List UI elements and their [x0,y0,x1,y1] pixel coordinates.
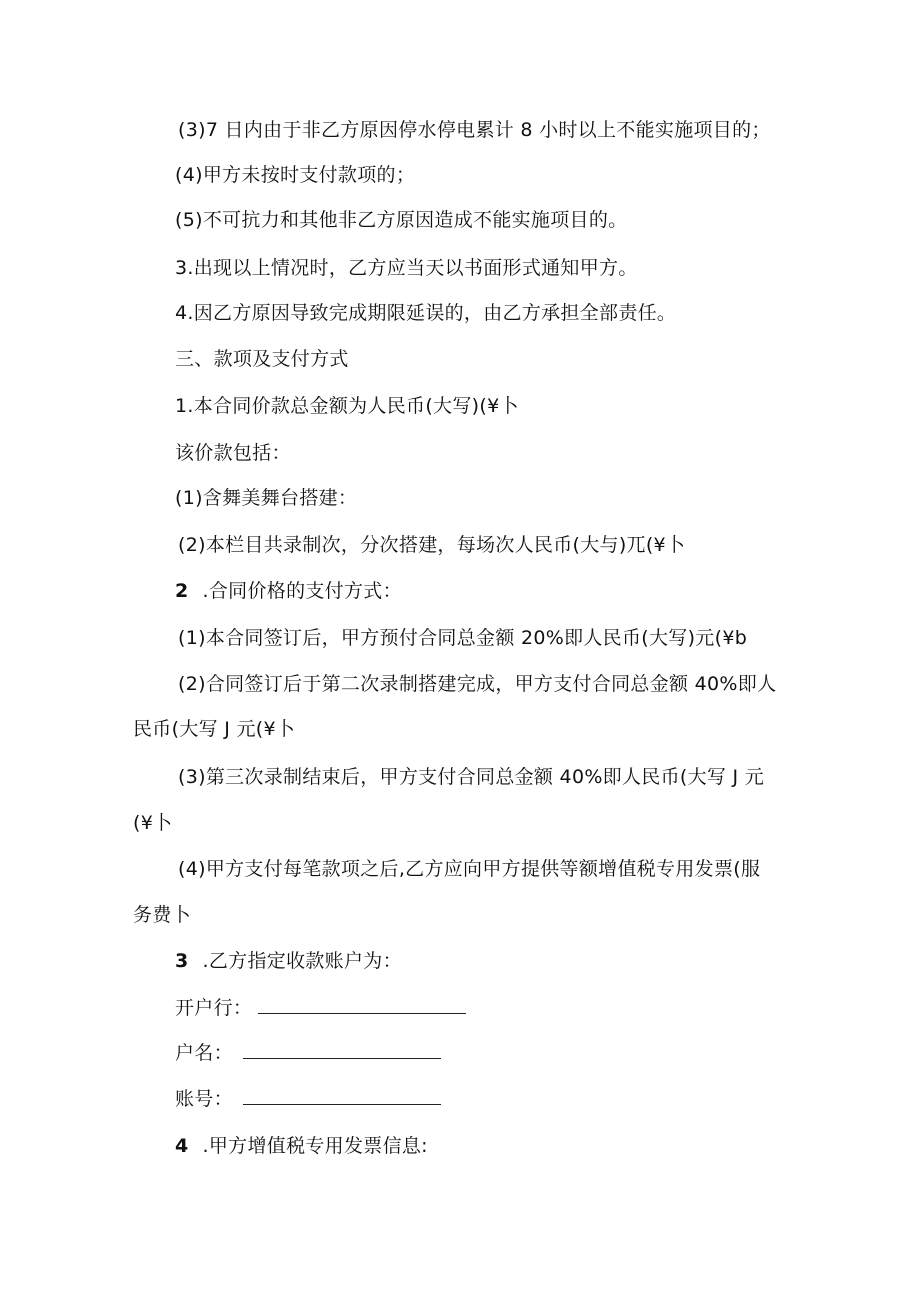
bank-field [175,995,466,1020]
clause-5-force-majeure: (5)不可抗力和其他非乙方原因造成不能实施项目的。 [175,209,628,231]
item-3-text: .乙方指定收款账户为： [202,950,402,972]
item-3-account [175,949,402,973]
pay-2-second-recording: (2)合同签订后于第二次录制搭建完成，甲方支付合同总金额 40%即人 [178,673,777,695]
item-1-total-amount: 1.本合同价款总金额为人民币(大写)(¥卜 [175,395,519,417]
account-number-blank-line [243,1086,441,1105]
price-includes: 该价款包括： [175,442,291,464]
item-3-notice: 3.出现以上情况时，乙方应当天以书面形式通知甲方。 [175,257,638,279]
pay-3-third-recording: (3)第三次录制结束后，甲方支付合同总金额 40%即人民币(大写 J 元 [178,766,765,788]
pay-4-invoice: (4)甲方支付每笔款项之后,乙方应向甲方提供等额增值税专用发票(服 [178,858,761,880]
account-name-field [175,1040,441,1065]
item-2-text: .合同价格的支付方式： [202,580,402,602]
account-name-blank-line [243,1040,441,1059]
bank-label: 开户行： [175,997,253,1019]
clause-4-payment: (4)甲方未按时支付款项的； [175,164,416,186]
item-number: 4 [175,1135,189,1157]
account-number-field [175,1086,441,1111]
item-4-invoice-info [175,1134,428,1158]
pay-2-continued: 民币(大写 J 元(¥卜 [133,718,296,740]
section-3-heading: 三、款项及支付方式 [175,348,349,370]
item-2-payment-method [175,579,402,603]
account-number-label: 账号： [175,1088,233,1110]
sub-1-stage-build: (1)含舞美舞台搭建： [175,487,358,509]
item-number: 3 [175,950,189,972]
account-name-label: 户名： [175,1042,233,1064]
item-number: 2 [175,580,189,602]
clause-3-7-day: (3)7 日内由于非乙方原因停水停电累计 8 小时以上不能实施项目的； [178,119,771,141]
bank-blank-line [258,995,466,1014]
pay-3-continued: (¥卜 [133,812,173,834]
sub-2-recording: (2)本栏目共录制次，分次搭建，每场次人民币(大与)兀(¥卜 [178,534,686,556]
item-4-text: .甲方增值税专用发票信息: [202,1135,428,1157]
pay-4-continued: 务费卜 [133,904,191,926]
item-4-delay: 4.因乙方原因导致完成期限延误的，由乙方承担全部责任。 [175,302,677,324]
pay-1-advance: (1)本合同签订后，甲方预付合同总金额 20%即人民币(大写)元(¥b [178,627,748,649]
